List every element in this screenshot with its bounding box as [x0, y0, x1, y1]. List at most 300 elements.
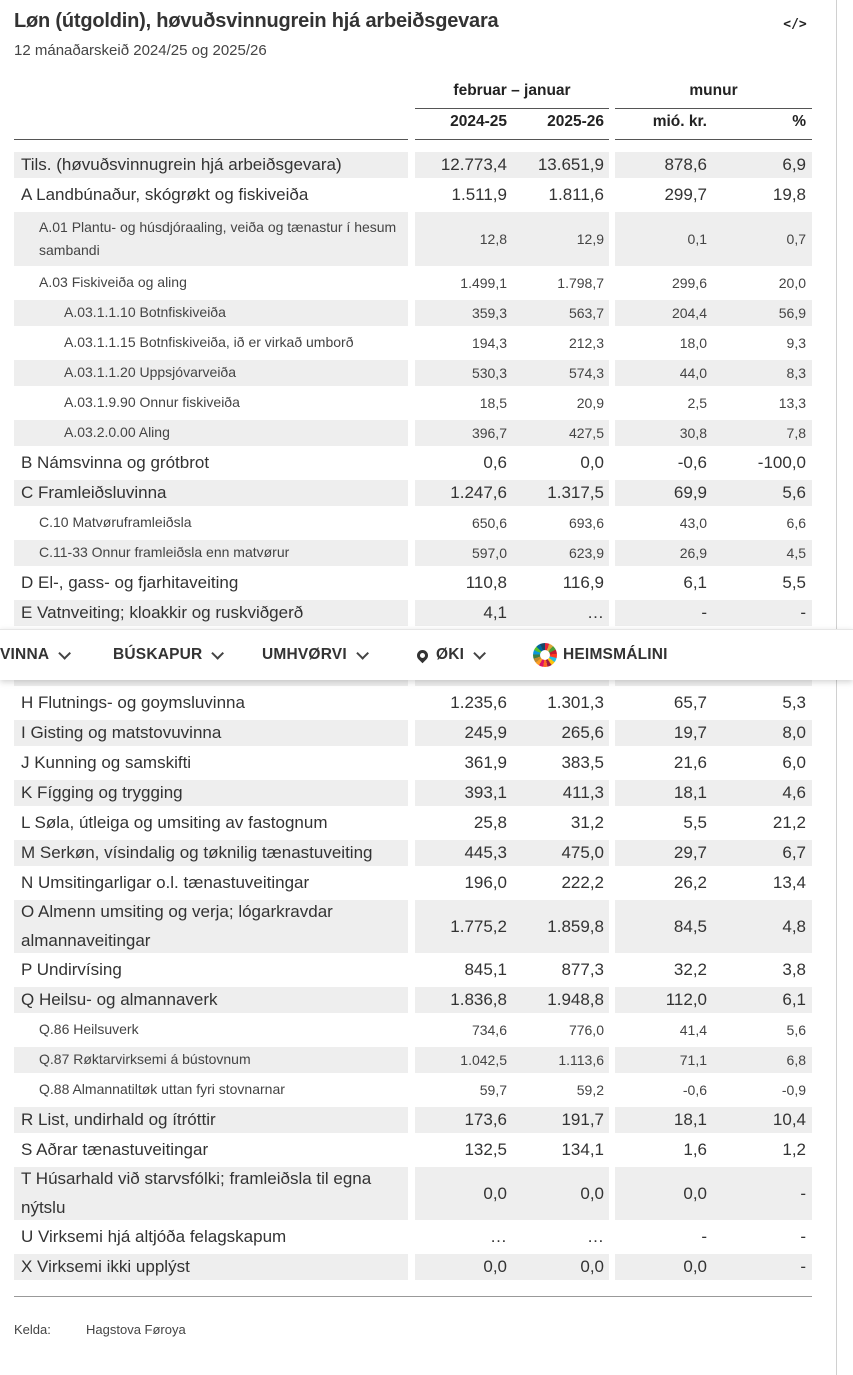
nav-item-vinna[interactable]	[0, 630, 67, 680]
row-label-text: J Kunning og samskifti	[21, 752, 192, 772]
difference-mio-kr	[615, 1017, 714, 1043]
difference-mio-kr	[615, 690, 714, 716]
value-2024-25	[415, 360, 514, 386]
value-2025-26-text: 383,5	[561, 753, 604, 772]
value-2024-25	[415, 540, 514, 566]
value-2024-25-text: 530,3	[471, 365, 507, 381]
difference-percent	[714, 510, 812, 536]
difference-percent-text: 6,8	[786, 1052, 806, 1068]
table-row	[0, 688, 836, 718]
nav-item-oki[interactable]	[417, 630, 482, 680]
nav-item-label: ØKI	[436, 646, 465, 663]
row-label-text: A.03.1.9.90 Onnur fiskiveiða	[64, 394, 240, 411]
value-2025-26	[514, 570, 609, 596]
difference-mio-kr-text: 5,5	[683, 813, 707, 832]
difference-mio-kr	[615, 1167, 714, 1220]
row-label	[14, 690, 408, 716]
difference-mio-kr-text: -0,6	[682, 1082, 707, 1098]
difference-mio-kr-text: 69,9	[673, 483, 707, 502]
value-2025-26	[514, 182, 609, 208]
value-2025-26-text: 1.798,7	[557, 275, 604, 291]
difference-mio-kr-text: 299,6	[671, 275, 707, 291]
page-divider	[836, 0, 837, 1375]
difference-percent	[714, 330, 812, 356]
difference-percent	[714, 270, 812, 296]
difference-percent-text: 6,1	[782, 990, 806, 1009]
value-2024-25	[415, 870, 514, 896]
difference-mio-kr-text: -0,6	[677, 453, 707, 472]
difference-percent	[714, 870, 812, 896]
difference-mio-kr-text: -	[701, 1227, 707, 1246]
difference-mio-kr-text: 19,7	[673, 723, 707, 742]
row-label	[14, 1137, 408, 1163]
chevron-down-icon	[356, 647, 369, 660]
row-label-text: A.03.1.1.15 Botnfiskiveiða, ið er virkað umborð	[64, 334, 354, 351]
value-2024-25-text: 845,1	[464, 960, 507, 979]
row-label	[14, 600, 408, 626]
row-label	[14, 870, 408, 896]
difference-percent-text: 5,6	[782, 483, 806, 502]
difference-percent-text: 19,8	[772, 185, 806, 204]
value-2024-25	[415, 900, 514, 953]
difference-percent	[714, 1167, 812, 1220]
difference-percent	[714, 780, 812, 806]
nav-item-label: UMHVØRVI	[262, 646, 347, 663]
difference-mio-kr	[615, 360, 714, 386]
value-2024-25	[415, 987, 514, 1013]
value-2024-25-text: 361,9	[464, 753, 507, 772]
value-2024-25-text: 393,1	[464, 783, 507, 802]
row-label	[14, 270, 408, 296]
difference-percent	[714, 1224, 812, 1250]
row-label	[14, 1107, 408, 1133]
difference-percent-text: 1,2	[782, 1140, 806, 1159]
difference-percent-text: 6,6	[786, 515, 806, 531]
table-row	[0, 718, 836, 748]
difference-mio-kr-text: 18,1	[673, 783, 707, 802]
value-2025-26	[514, 1077, 609, 1103]
difference-mio-kr-text: 32,2	[673, 960, 707, 979]
row-label-text: H Flutnings- og goymsluvinna	[21, 692, 245, 712]
difference-percent-text: -	[800, 1257, 806, 1276]
row-label	[14, 750, 408, 776]
difference-mio-kr	[615, 1137, 714, 1163]
difference-percent	[714, 690, 812, 716]
value-2024-25	[415, 570, 514, 596]
value-2024-25-text: 4,1	[483, 603, 507, 622]
value-2024-25-text: 12,8	[479, 231, 507, 247]
difference-percent-text: 7,8	[786, 425, 806, 441]
difference-percent	[714, 300, 812, 326]
value-2024-25-text: 1.511,9	[451, 185, 507, 204]
table-row	[0, 418, 836, 448]
difference-mio-kr-text: 65,7	[673, 693, 707, 712]
value-2024-25-text: 597,0	[471, 545, 507, 561]
table-row	[0, 538, 836, 568]
value-2024-25-text: 0,6	[483, 453, 507, 472]
row-label-text: P Undirvísing	[21, 959, 122, 979]
difference-mio-kr-text: 18,1	[673, 1110, 707, 1129]
value-2024-25-text: 25,8	[473, 813, 507, 832]
value-2025-26-text: 12,9	[576, 231, 604, 247]
value-2025-26-text: 13.651,9	[537, 155, 604, 174]
value-2024-25-text: 359,3	[471, 305, 507, 321]
table-row	[0, 1135, 836, 1165]
table-row	[0, 868, 836, 898]
difference-percent-text: -	[800, 1183, 806, 1203]
value-2025-26	[514, 152, 609, 178]
value-2024-25	[415, 840, 514, 866]
difference-mio-kr-text: 41,4	[679, 1022, 707, 1038]
difference-mio-kr-text: 26,2	[673, 873, 707, 892]
difference-mio-kr-text: 0,0	[683, 1257, 707, 1276]
difference-mio-kr-text: 30,8	[679, 425, 707, 441]
value-2024-25	[415, 1107, 514, 1133]
difference-mio-kr-text: -	[701, 603, 707, 622]
value-2025-26-text: 212,3	[568, 335, 604, 351]
code-embed-icon[interactable]: </>	[783, 17, 807, 32]
row-label-text: X Virksemi ikki upplýst	[21, 1256, 190, 1276]
row-label-text: C.11-33 Onnur framleiðsla enn matvørur	[39, 544, 290, 561]
table-row	[0, 150, 836, 180]
table-row	[0, 955, 836, 985]
difference-mio-kr-text: 43,0	[679, 515, 707, 531]
difference-mio-kr	[615, 510, 714, 536]
row-label	[14, 152, 408, 178]
table-row	[0, 1105, 836, 1135]
difference-percent	[714, 600, 812, 626]
difference-mio-kr	[615, 987, 714, 1013]
value-2025-26	[514, 600, 609, 626]
value-2025-26-text: 0,0	[580, 1257, 604, 1276]
value-2024-25-text: 1.836,8	[450, 990, 507, 1009]
nav-item-umhvorvi[interactable]	[262, 630, 365, 680]
value-2025-26	[514, 390, 609, 416]
difference-percent-text: 10,4	[772, 1110, 806, 1129]
difference-percent-text: 20,0	[778, 275, 806, 291]
row-label	[14, 840, 408, 866]
row-label	[14, 480, 408, 506]
difference-mio-kr	[615, 720, 714, 746]
difference-percent	[714, 1017, 812, 1043]
table-row	[0, 1015, 836, 1045]
difference-mio-kr-text: 29,7	[673, 843, 707, 862]
nav-item-label: BÚSKAPUR	[113, 646, 203, 663]
value-2024-25	[415, 750, 514, 776]
value-2025-26	[514, 480, 609, 506]
value-2025-26	[514, 510, 609, 536]
difference-percent-text: 6,9	[782, 155, 806, 174]
difference-percent-text: 8,3	[786, 365, 806, 381]
difference-mio-kr-text: 84,5	[673, 916, 707, 936]
row-label	[14, 330, 408, 356]
table-row	[0, 180, 836, 210]
value-2024-25	[415, 300, 514, 326]
value-2024-25-text: 59,7	[479, 1082, 507, 1098]
difference-mio-kr	[615, 480, 714, 506]
difference-percent	[714, 390, 812, 416]
header-underline	[14, 139, 408, 140]
table-row	[0, 1045, 836, 1075]
row-label	[14, 987, 408, 1013]
value-2024-25	[415, 720, 514, 746]
value-2024-25-text: 196,0	[464, 873, 507, 892]
value-2025-26-text: 222,2	[561, 873, 604, 892]
value-2024-25	[415, 1077, 514, 1103]
header-underline	[615, 139, 812, 140]
value-2024-25-text: 12.773,4	[440, 155, 507, 174]
difference-percent-text: -	[800, 603, 806, 622]
difference-mio-kr	[615, 1224, 714, 1250]
row-label-text: S Aðrar tænastuveitingar	[21, 1139, 209, 1159]
difference-percent	[714, 900, 812, 953]
row-label-text: U Virksemi hjá altjóða felagskapum	[21, 1226, 287, 1246]
difference-mio-kr	[615, 420, 714, 446]
difference-percent	[714, 480, 812, 506]
value-2025-26	[514, 450, 609, 476]
nav-item-heimsmalini[interactable]	[533, 630, 668, 680]
difference-percent-text: 6,0	[782, 753, 806, 772]
value-2024-25	[415, 1017, 514, 1043]
table-row	[0, 210, 836, 268]
value-2025-26	[514, 212, 609, 266]
value-2024-25	[415, 420, 514, 446]
value-2024-25	[415, 152, 514, 178]
difference-mio-kr	[615, 750, 714, 776]
value-2025-26	[514, 690, 609, 716]
value-2024-25	[415, 270, 514, 296]
value-2024-25	[415, 480, 514, 506]
table-row	[0, 778, 836, 808]
row-label	[14, 390, 408, 416]
value-2025-26	[514, 750, 609, 776]
value-2025-26	[514, 540, 609, 566]
value-2024-25-text: 734,6	[471, 1022, 507, 1038]
difference-mio-kr-text: 44,0	[679, 365, 707, 381]
value-2025-26-text: 134,1	[561, 1140, 604, 1159]
row-label	[14, 420, 408, 446]
value-2024-25	[415, 810, 514, 836]
difference-mio-kr	[615, 1077, 714, 1103]
difference-percent	[714, 212, 812, 266]
value-2025-26-text: 563,7	[568, 305, 604, 321]
difference-percent-text: 5,5	[782, 573, 806, 592]
value-2025-26	[514, 987, 609, 1013]
footer-divider	[14, 1296, 812, 1297]
difference-mio-kr-text: 299,7	[664, 185, 707, 204]
row-label-text: N Umsitingarligar o.l. tænastuveitingar	[21, 872, 310, 892]
value-2024-25	[415, 510, 514, 536]
difference-mio-kr-text: 878,6	[664, 155, 707, 174]
row-label-text: A.03 Fiskiveiða og aling	[39, 274, 187, 291]
value-2025-26	[514, 870, 609, 896]
source-label: Kelda:	[14, 1322, 51, 1337]
difference-mio-kr-text: 2,5	[687, 395, 707, 411]
difference-mio-kr-text: 112,0	[665, 990, 707, 1009]
difference-percent	[714, 840, 812, 866]
row-label	[14, 957, 408, 983]
value-2025-26	[514, 1047, 609, 1073]
difference-percent-text: -100,0	[757, 453, 806, 472]
difference-percent	[714, 1137, 812, 1163]
difference-mio-kr	[615, 1254, 714, 1280]
value-2024-25-text: 18,5	[479, 395, 507, 411]
value-2024-25-text: …	[490, 1227, 507, 1246]
nav-item-buskapur[interactable]	[113, 630, 220, 680]
difference-percent	[714, 450, 812, 476]
difference-percent	[714, 750, 812, 776]
difference-percent-text: 4,6	[782, 783, 806, 802]
sdg-wheel-icon	[533, 643, 557, 667]
difference-percent	[714, 570, 812, 596]
value-2025-26-text: …	[587, 603, 604, 622]
row-label-text: B Námsvinna og grótbrot	[21, 452, 210, 472]
value-2024-25	[415, 1047, 514, 1073]
row-label	[14, 570, 408, 596]
value-2025-26	[514, 1167, 609, 1220]
value-2025-26	[514, 1017, 609, 1043]
data-table	[0, 150, 836, 1282]
difference-percent	[714, 360, 812, 386]
difference-mio-kr	[615, 780, 714, 806]
row-label-text: R List, undirhald og ítróttir	[21, 1109, 216, 1129]
value-2025-26-text: 877,3	[561, 960, 604, 979]
row-label	[14, 810, 408, 836]
row-label	[14, 1224, 408, 1250]
difference-percent-text: -	[800, 1227, 806, 1246]
nav-item-label: VINNA	[0, 646, 50, 663]
value-2025-26-text: 0,0	[580, 453, 604, 472]
value-2025-26	[514, 1137, 609, 1163]
value-2025-26	[514, 300, 609, 326]
row-label	[14, 720, 408, 746]
value-2025-26-text: 623,9	[568, 545, 604, 561]
value-2025-26-text: 475,0	[561, 843, 604, 862]
row-label-text: Q.87 Røktarvirksemi á bústovnum	[39, 1051, 251, 1068]
row-label-text: A.01 Plantu- og húsdjóraaling, veiða og tænastur í hesum sambandi	[39, 218, 397, 258]
row-label	[14, 360, 408, 386]
group-underline	[415, 108, 609, 109]
difference-percent	[714, 1077, 812, 1103]
difference-percent	[714, 540, 812, 566]
value-2024-25-text: 173,6	[464, 1110, 507, 1129]
difference-percent	[714, 182, 812, 208]
table-row	[0, 1222, 836, 1252]
difference-percent-text: 3,8	[782, 960, 806, 979]
value-2024-25-text: 1.499,1	[460, 275, 507, 291]
difference-percent-text: 13,3	[778, 395, 806, 411]
table-row	[0, 1165, 836, 1222]
row-label	[14, 1167, 408, 1220]
table-row	[0, 985, 836, 1015]
difference-mio-kr	[615, 450, 714, 476]
value-2024-25	[415, 330, 514, 356]
difference-mio-kr-text: 18,0	[679, 335, 707, 351]
difference-mio-kr	[615, 540, 714, 566]
source-value: Hagstova Føroya	[86, 1322, 186, 1337]
difference-mio-kr-text: 6,1	[683, 573, 707, 592]
difference-mio-kr	[615, 390, 714, 416]
value-2024-25	[415, 780, 514, 806]
difference-percent	[714, 720, 812, 746]
difference-mio-kr-text: 204,4	[671, 305, 707, 321]
difference-percent-text: 0,7	[786, 231, 806, 247]
row-label-text: A Landbúnaður, skógrøkt og fiskiveiða	[21, 184, 309, 204]
difference-mio-kr-text: 0,1	[687, 231, 707, 247]
value-2024-25-text: 1.247,6	[450, 483, 507, 502]
chevron-down-icon	[58, 647, 71, 660]
difference-percent-text: 5,3	[782, 693, 806, 712]
value-2024-25-text: 0,0	[483, 1183, 507, 1203]
row-label-text: T Húsarhald við starvsfólki; framleiðsla til egna nýtslu	[21, 1169, 372, 1217]
value-2024-25	[415, 1254, 514, 1280]
difference-percent	[714, 1254, 812, 1280]
value-2025-26-text: 776,0	[568, 1022, 604, 1038]
value-2025-26-text: …	[587, 1227, 604, 1246]
value-2024-25-text: 132,5	[464, 1140, 507, 1159]
value-2025-26-text: 1.113,6	[558, 1052, 604, 1068]
difference-percent	[714, 1047, 812, 1073]
row-label-text: Tils. (høvuðsvinnugrein hjá arbeiðsgevara)	[21, 154, 342, 174]
map-pin-icon	[415, 647, 431, 663]
difference-mio-kr	[615, 870, 714, 896]
value-2024-25-text: 396,7	[471, 425, 507, 441]
row-label	[14, 450, 408, 476]
difference-percent-text: 4,8	[782, 916, 806, 936]
category-navbar	[0, 629, 853, 680]
value-2024-25-text: 0,0	[483, 1257, 507, 1276]
row-label	[14, 300, 408, 326]
difference-percent-text: 8,0	[782, 723, 806, 742]
value-2024-25	[415, 450, 514, 476]
value-2024-25	[415, 1224, 514, 1250]
difference-mio-kr	[615, 330, 714, 356]
row-label	[14, 1047, 408, 1073]
row-label-text: O Almenn umsiting og verja; lógarkravdar almannaveitingar	[21, 902, 333, 950]
row-label-text: M Serkøn, vísindalig og tøknilig tænastuveiting	[21, 842, 373, 862]
difference-mio-kr	[615, 957, 714, 983]
table-row	[0, 838, 836, 868]
difference-percent-text: 13,4	[772, 873, 806, 892]
difference-mio-kr-text: 1,6	[683, 1140, 707, 1159]
row-label-text: L Søla, útleiga og umsiting av fastognum	[21, 812, 328, 832]
nav-item-label: HEIMSMÁLINI	[563, 646, 668, 663]
difference-percent	[714, 1107, 812, 1133]
value-2024-25	[415, 182, 514, 208]
row-label	[14, 540, 408, 566]
value-2025-26	[514, 720, 609, 746]
value-2025-26	[514, 270, 609, 296]
difference-mio-kr	[615, 840, 714, 866]
table-row	[0, 298, 836, 328]
value-2024-25	[415, 600, 514, 626]
row-label	[14, 182, 408, 208]
table-row	[0, 508, 836, 538]
row-label-text: E Vatnveiting; kloakkir og ruskviðgerð	[21, 602, 304, 622]
difference-percent	[714, 987, 812, 1013]
difference-mio-kr	[615, 182, 714, 208]
row-label-text: K Fígging og trygging	[21, 782, 183, 802]
row-label	[14, 1017, 408, 1043]
table-row	[0, 598, 836, 628]
table-row	[0, 898, 836, 955]
value-2024-25-text: 110,8	[465, 573, 507, 592]
difference-percent-text: -0,9	[781, 1082, 806, 1098]
value-2025-26-text: 693,6	[568, 515, 604, 531]
value-2024-25	[415, 212, 514, 266]
value-2025-26-text: 59,2	[576, 1082, 604, 1098]
difference-mio-kr	[615, 1047, 714, 1073]
